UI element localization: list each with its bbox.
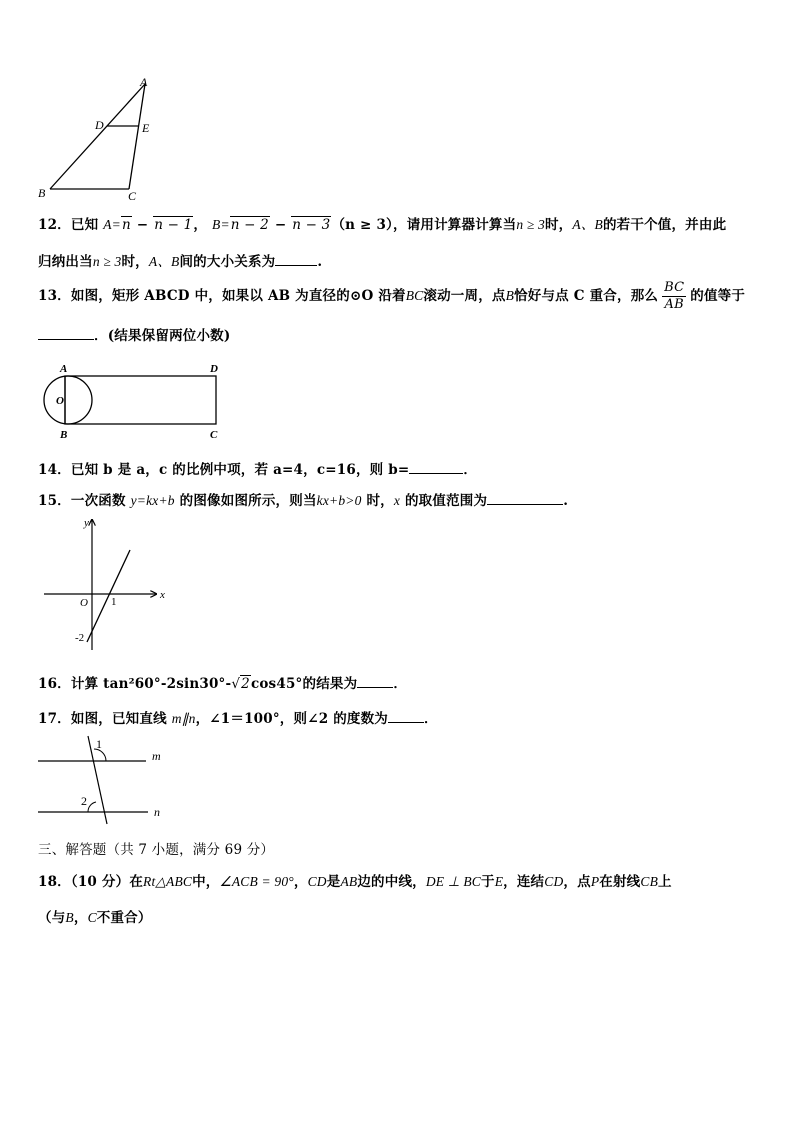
rectangle-circle-figure <box>38 360 228 444</box>
label-c: C <box>128 189 137 203</box>
triangle-figure <box>34 74 164 204</box>
label-o: O <box>56 395 64 407</box>
answer-blank-15[interactable] <box>487 493 563 505</box>
linear-function-graph <box>38 514 178 654</box>
answer-blank-16[interactable] <box>357 676 393 688</box>
question-12-line2: 归纳出当n ≥ 3时，A、B间的大小关系为 . <box>38 254 323 270</box>
axis-label-y: y <box>84 517 89 529</box>
tick-label-neg2: -2 <box>75 632 85 644</box>
question-16: 16．计算 tan²60°-2sin30°-√2cos45°的结果为 ． <box>38 676 408 692</box>
label-a: A <box>140 75 148 89</box>
line-label-m: m <box>152 749 161 763</box>
question-18-line2: （与B，C不重合） <box>38 910 152 926</box>
fraction-bc-ab: $\frac{BC}{AB}$ <box>664 280 685 312</box>
answer-blank-17[interactable] <box>388 711 424 723</box>
label-b: B <box>60 429 68 441</box>
angle-label-1: 1 <box>96 737 102 751</box>
answer-blank-14[interactable] <box>409 462 463 474</box>
question-18-line1: 18．（10 分）在Rt△ABC中，∠ACB = 90°，CD是AB边的中线，DE ⊥ BC于E，连结CD，点P在射线CB上 <box>38 874 672 890</box>
section-3-heading: 三、解答题（共 7 小题，满分 69 分） <box>38 842 275 858</box>
axis-label-x: x <box>160 589 165 601</box>
label-e: E <box>142 121 150 135</box>
question-13-line1: 13．如图，矩形 ABCD 中，如果以 AB 为直径的⊙O 沿着BC滚动一周，点B恰好与点 C 重合，那么 $\frac{BC}{AB}$ 的值等于 <box>38 280 746 312</box>
answer-blank-13[interactable] <box>38 328 94 340</box>
question-12-line1: 12．已知 A=n − n − 1， B=n − 2 − n − 3（n ≥ 3），请用计算器计算当n ≥ 3时，A、B的若干个值，并由此 <box>38 217 727 233</box>
origin-label: O <box>80 597 88 609</box>
question-15: 15．一次函数 y=kx+b 的图像如图所示，则当kx+b>0 时，x 的取值范围为 . <box>38 493 569 509</box>
label-b: B <box>38 186 46 200</box>
tick-label-1: 1 <box>111 596 117 608</box>
question-17: 17．如图，已知直线 m∥n，∠1＝100°，则∠2 的度数为 ． <box>38 711 438 727</box>
question-13-line2: ．(结果保留两位小数) <box>38 324 230 344</box>
label-a: A <box>60 363 68 375</box>
answer-blank-12[interactable] <box>275 254 317 266</box>
line-label-n: n <box>154 805 160 819</box>
question-14: 14．已知 b 是 a，c 的比例中项，若 a=4，c=16，则 b= ． <box>38 462 478 478</box>
parallel-lines-figure <box>36 732 176 826</box>
label-d: D <box>95 118 104 132</box>
label-c: C <box>210 429 218 441</box>
label-d: D <box>210 363 218 375</box>
angle-label-2: 2 <box>81 794 87 808</box>
